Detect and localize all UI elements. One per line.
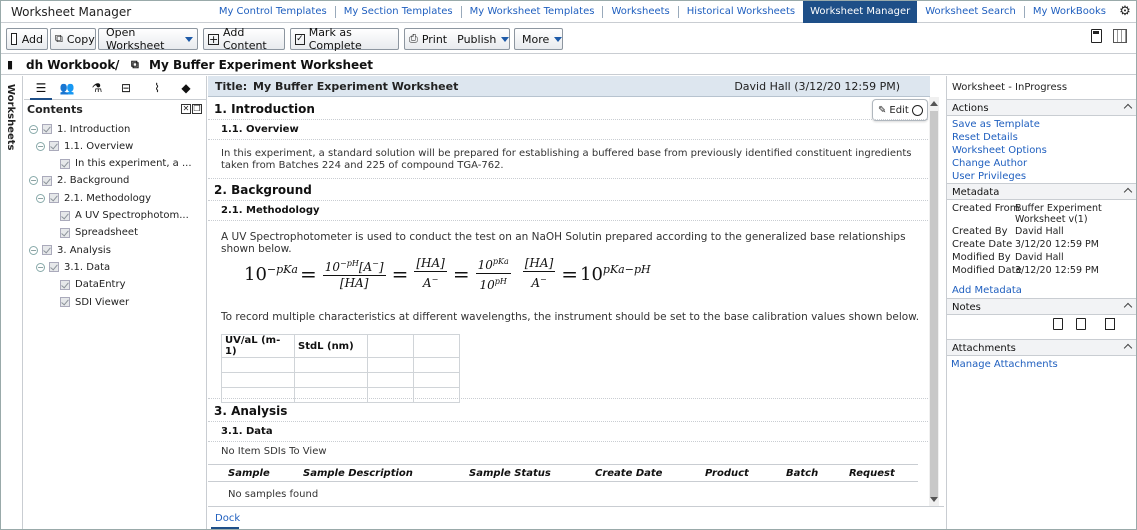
title-label: Title: bbox=[215, 80, 248, 93]
subsection-methodology[interactable]: 2.1. Methodology bbox=[221, 205, 320, 216]
breadcrumb-worksheet: My Buffer Experiment Worksheet bbox=[149, 58, 374, 72]
divider bbox=[208, 200, 928, 201]
section-analysis[interactable]: 3. Analysis bbox=[214, 404, 288, 418]
col-sample-description[interactable]: Sample Description bbox=[303, 468, 413, 479]
meta-value: Buffer Experiment Worksheet v(1) bbox=[1015, 203, 1102, 225]
calibration-grid[interactable] bbox=[221, 334, 460, 403]
tree-item[interactable] bbox=[60, 156, 192, 172]
meta-value: 3/12/20 12:59 PM bbox=[1015, 239, 1099, 250]
meta-key: Created By bbox=[952, 226, 1008, 237]
collapse-icon[interactable]: − bbox=[37, 262, 44, 272]
contents-list-icon[interactable]: ☰ bbox=[32, 80, 50, 96]
tree-item-label: 3.1. Data bbox=[64, 261, 111, 273]
external-link-icon[interactable] bbox=[1105, 318, 1115, 330]
details-panel bbox=[946, 76, 1136, 530]
section-background[interactable]: 2. Background bbox=[214, 183, 312, 197]
collapse-icon[interactable]: − bbox=[30, 245, 37, 255]
clipboard-check-icon[interactable] bbox=[1076, 318, 1086, 330]
attachment-icon[interactable]: ⌇ bbox=[154, 81, 160, 95]
col-product[interactable]: Product bbox=[705, 468, 749, 479]
col-sample[interactable]: Sample bbox=[228, 468, 270, 479]
save-as-template-link[interactable]: Save as Template bbox=[952, 119, 1040, 130]
pencil-icon: ✎ bbox=[878, 104, 887, 116]
clipboard-icon[interactable] bbox=[1053, 318, 1063, 330]
chevron-up-icon[interactable] bbox=[1124, 303, 1132, 311]
tag-icon[interactable]: ◆ bbox=[181, 81, 191, 95]
grid-cell[interactable] bbox=[414, 373, 460, 388]
add-content-label: Add Content bbox=[223, 26, 267, 52]
tree-item-label: DataEntry bbox=[75, 279, 126, 291]
scrollbar-thumb[interactable] bbox=[930, 111, 938, 497]
nav-my-section-templates[interactable]: My Section Templates bbox=[335, 6, 461, 18]
tree-item-label: 2.1. Methodology bbox=[64, 192, 152, 204]
nav-worksheet-manager[interactable]: Worksheet Manager bbox=[803, 1, 917, 23]
methodology-text: A UV Spectrophotometer is used to conduct the test on an NaOH Solutin prepared according to the generalized base relationships shown below. bbox=[221, 231, 906, 255]
tree-item-label: 3. Analysis bbox=[57, 244, 111, 256]
actions-header[interactable] bbox=[947, 99, 1137, 116]
hierarchy-icon[interactable]: ⊟ bbox=[120, 81, 132, 95]
divider bbox=[208, 178, 928, 179]
worksheet-title-bar bbox=[208, 76, 930, 97]
worksheets-rail-label: Worksheets bbox=[5, 84, 16, 151]
author-stamp: David Hall (3/12/20 12:59 PM) bbox=[734, 80, 900, 93]
grid-cell[interactable] bbox=[222, 373, 295, 388]
grid-header-stdl[interactable]: StdL (nm) bbox=[295, 335, 368, 358]
reset-details-link[interactable]: Reset Details bbox=[952, 132, 1018, 143]
top-nav bbox=[211, 1, 1136, 23]
publish-button[interactable]: Publish bbox=[457, 32, 497, 46]
nav-historical-worksheets[interactable]: Historical Worksheets bbox=[678, 6, 803, 18]
grid-cell[interactable] bbox=[295, 388, 368, 403]
nav-my-worksheet-templates[interactable]: My Worksheet Templates bbox=[461, 6, 603, 18]
chevron-up-icon[interactable] bbox=[1124, 344, 1132, 352]
meta-key: Modified Date bbox=[952, 265, 1022, 276]
meta-value: 3/12/20 12:59 PM bbox=[1015, 265, 1099, 276]
user-privileges-link[interactable]: User Privileges bbox=[952, 171, 1027, 182]
divider bbox=[208, 421, 928, 422]
grid-cell[interactable] bbox=[368, 358, 414, 373]
dock-bar bbox=[208, 506, 944, 530]
open-worksheet-label: Open Worksheet bbox=[106, 26, 165, 52]
worksheet-scrollbar[interactable] bbox=[929, 97, 939, 506]
chevron-up-icon[interactable] bbox=[1124, 104, 1132, 112]
grid-cell[interactable] bbox=[414, 388, 460, 403]
tree-checkbox[interactable] bbox=[60, 211, 70, 221]
scroll-up-icon[interactable] bbox=[930, 101, 938, 106]
meta-key: Modified By bbox=[952, 252, 1011, 263]
left-panel-tabs bbox=[24, 76, 206, 100]
attachments-header[interactable] bbox=[947, 339, 1137, 356]
divider bbox=[208, 119, 928, 120]
divider bbox=[208, 220, 928, 221]
edit-label: Edit bbox=[889, 104, 909, 116]
meta-value: David Hall bbox=[1015, 226, 1064, 237]
printer-icon: ⎙ bbox=[409, 32, 418, 45]
contents-title: Contents bbox=[27, 103, 83, 116]
gear-icon[interactable]: ⚙ bbox=[1119, 4, 1131, 19]
overview-text: In this experiment, a standard solution will be prepared for establishing a buffered base from previously identified constituent ingredients taken from Batches 224 and 225 of compound TGA-762. bbox=[221, 148, 912, 171]
tree-item-label: 2. Background bbox=[57, 175, 130, 187]
col-batch[interactable]: Batch bbox=[786, 468, 819, 479]
worksheet-pane bbox=[208, 76, 930, 506]
tree-item[interactable] bbox=[60, 294, 129, 310]
col-sample-status[interactable]: Sample Status bbox=[469, 468, 551, 479]
nav-my-workbooks[interactable]: My WorkBooks bbox=[1024, 6, 1114, 18]
divider bbox=[208, 441, 928, 442]
print-button[interactable]: Print bbox=[421, 32, 448, 46]
breadcrumb-separator: / bbox=[115, 58, 120, 72]
divider bbox=[208, 139, 928, 140]
notes-title: Notes bbox=[952, 302, 981, 313]
collapse-icon[interactable]: − bbox=[30, 124, 37, 134]
tree-item-label: 1.1. Overview bbox=[64, 140, 134, 152]
col-request[interactable]: Request bbox=[849, 468, 895, 479]
worksheet-options-link[interactable]: Worksheet Options bbox=[952, 145, 1047, 156]
close-icon[interactable]: ✕ bbox=[182, 104, 190, 113]
chevron-up-icon[interactable] bbox=[1124, 188, 1132, 196]
chevron-down-icon bbox=[554, 37, 562, 42]
plus-square-icon: + bbox=[209, 32, 219, 46]
collapse-icon[interactable]: − bbox=[30, 176, 37, 186]
grid-cell[interactable] bbox=[295, 373, 368, 388]
dock-tab[interactable]: Dock bbox=[215, 513, 241, 524]
edit-button[interactable] bbox=[872, 99, 928, 121]
mark-complete-label: Mark as Complete bbox=[308, 26, 362, 52]
worksheets-rail[interactable] bbox=[1, 76, 23, 530]
tree-checkbox[interactable] bbox=[42, 176, 52, 186]
grid-cell[interactable] bbox=[414, 335, 460, 358]
no-sdis-text: No Item SDIs To View bbox=[221, 446, 327, 457]
tree-item-label: 1. Introduction bbox=[57, 123, 131, 135]
tree-item[interactable] bbox=[36, 190, 151, 206]
add-button[interactable] bbox=[6, 28, 48, 50]
tree-item[interactable] bbox=[29, 121, 130, 137]
nav-worksheet-search[interactable]: Worksheet Search bbox=[925, 6, 1016, 17]
tree-checkbox[interactable] bbox=[49, 141, 59, 151]
tree-item-label: A UV Spectrophotom... bbox=[75, 210, 189, 221]
calibration-text: To record multiple characteristics at different wavelengths, the instrument should be set to the base calibration values shown below. bbox=[221, 311, 920, 323]
tree-checkbox[interactable] bbox=[60, 297, 70, 307]
flask-icon[interactable]: ⚗ bbox=[91, 81, 103, 95]
add-content-button[interactable] bbox=[203, 28, 285, 50]
subsection-overview[interactable]: 1.1. Overview bbox=[221, 124, 299, 135]
tree-item-label: Spreadsheet bbox=[75, 227, 138, 239]
checkbox-icon: ✓ bbox=[296, 33, 304, 44]
tree-item-label: In this experiment, a ... bbox=[75, 158, 192, 170]
grid-cell[interactable] bbox=[368, 373, 414, 388]
copy-button[interactable] bbox=[50, 28, 96, 50]
grid-cell[interactable] bbox=[368, 388, 414, 403]
tree-checkbox[interactable] bbox=[60, 228, 70, 238]
app-title: Worksheet Manager bbox=[11, 5, 132, 19]
section-introduction[interactable]: 1. Introduction bbox=[214, 102, 315, 116]
worksheet-status: Worksheet - InProgress bbox=[952, 82, 1068, 93]
actions-title: Actions bbox=[952, 103, 989, 114]
mark-complete-button[interactable] bbox=[290, 28, 399, 50]
tree-checkbox[interactable] bbox=[49, 193, 59, 203]
add-metadata-link[interactable]: Add Metadata bbox=[952, 285, 1022, 296]
tree-item[interactable] bbox=[36, 259, 110, 275]
add-label: Add bbox=[21, 32, 43, 46]
change-author-link[interactable]: Change Author bbox=[952, 158, 1028, 169]
toolbar bbox=[1, 24, 1136, 54]
collapse-icon[interactable]: − bbox=[37, 193, 44, 203]
history-icon[interactable] bbox=[912, 105, 923, 116]
copy-label: Copy bbox=[66, 32, 95, 46]
tree-item[interactable] bbox=[36, 138, 133, 154]
breadcrumb-workbook[interactable]: dh Workbook bbox=[26, 58, 116, 72]
workbook-icon: ▮ bbox=[7, 58, 14, 71]
tree-item[interactable] bbox=[60, 208, 189, 224]
grid-cell[interactable] bbox=[295, 358, 368, 373]
attachments-title: Attachments bbox=[952, 343, 1016, 354]
subsection-data[interactable]: 3.1. Data bbox=[221, 426, 273, 437]
manage-attachments-link[interactable]: Manage Attachments bbox=[951, 359, 1058, 370]
no-samples-text: No samples found bbox=[228, 489, 319, 500]
restore-icon[interactable]: ❐ bbox=[193, 104, 201, 113]
grid-cell[interactable] bbox=[414, 358, 460, 373]
tree-checkbox[interactable] bbox=[49, 262, 59, 272]
tree-checkbox[interactable] bbox=[60, 159, 70, 169]
tree-checkbox[interactable] bbox=[42, 245, 52, 255]
contents-header bbox=[24, 102, 206, 118]
notes-header[interactable] bbox=[947, 298, 1137, 315]
meta-key: Created From bbox=[952, 203, 1020, 214]
meta-key: Create Date bbox=[952, 239, 1013, 250]
tree-checkbox[interactable] bbox=[42, 124, 52, 134]
tree-item[interactable] bbox=[29, 242, 111, 258]
chevron-down-icon[interactable] bbox=[501, 37, 509, 42]
users-icon[interactable]: 👥 bbox=[59, 81, 75, 95]
tree-checkbox[interactable] bbox=[60, 280, 70, 290]
base-relationship-equation: $10^{-pKa}$ = $\frac{10^{-pH}[A^-]}{[HA]}$ = $\frac{[HA]}{A^-}$ = $\frac{10^{pKa}}{10^{pH}}$ $\frac{[HA]}{A^-}$ = $10^{pKa-pH}$ bbox=[244, 256, 651, 292]
nav-worksheets[interactable]: Worksheets bbox=[602, 6, 677, 18]
metadata-title: Metadata bbox=[952, 187, 1000, 198]
more-button[interactable] bbox=[514, 28, 563, 50]
scroll-down-icon[interactable] bbox=[930, 497, 938, 502]
copy-icon: ⧉ bbox=[55, 32, 63, 45]
meta-value: David Hall bbox=[1015, 252, 1064, 263]
chevron-down-icon bbox=[185, 37, 193, 42]
breadcrumb bbox=[1, 55, 1136, 75]
calculator-icon[interactable] bbox=[1091, 29, 1102, 43]
grid-cell[interactable] bbox=[368, 335, 414, 358]
col-create-date[interactable]: Create Date bbox=[595, 468, 663, 479]
expand-view-icon[interactable] bbox=[1113, 29, 1127, 43]
grid-header-uv[interactable]: UV/aL (m-1) bbox=[222, 335, 295, 358]
dock-tab-underline bbox=[211, 527, 239, 529]
nav-my-control-templates[interactable]: My Control Templates bbox=[218, 6, 327, 17]
tree-item[interactable] bbox=[29, 173, 129, 189]
new-document-icon bbox=[11, 33, 17, 45]
samples-table-header bbox=[208, 464, 918, 482]
worksheet-title: My Buffer Experiment Worksheet bbox=[253, 80, 459, 93]
contents-panel bbox=[24, 76, 207, 530]
collapse-icon[interactable]: − bbox=[37, 141, 44, 151]
tree-item-label: SDI Viewer bbox=[75, 296, 130, 308]
worksheet-icon: ⧉ bbox=[131, 58, 139, 71]
divider bbox=[208, 398, 928, 399]
grid-cell[interactable] bbox=[222, 388, 295, 403]
open-worksheet-button[interactable] bbox=[98, 28, 198, 50]
tree-item[interactable] bbox=[60, 225, 138, 241]
print-publish-group bbox=[404, 28, 510, 50]
more-label: More bbox=[522, 32, 550, 46]
metadata-header[interactable] bbox=[947, 183, 1137, 200]
grid-cell[interactable] bbox=[222, 358, 295, 373]
top-bar bbox=[1, 1, 1136, 23]
tree-item[interactable] bbox=[60, 277, 125, 293]
